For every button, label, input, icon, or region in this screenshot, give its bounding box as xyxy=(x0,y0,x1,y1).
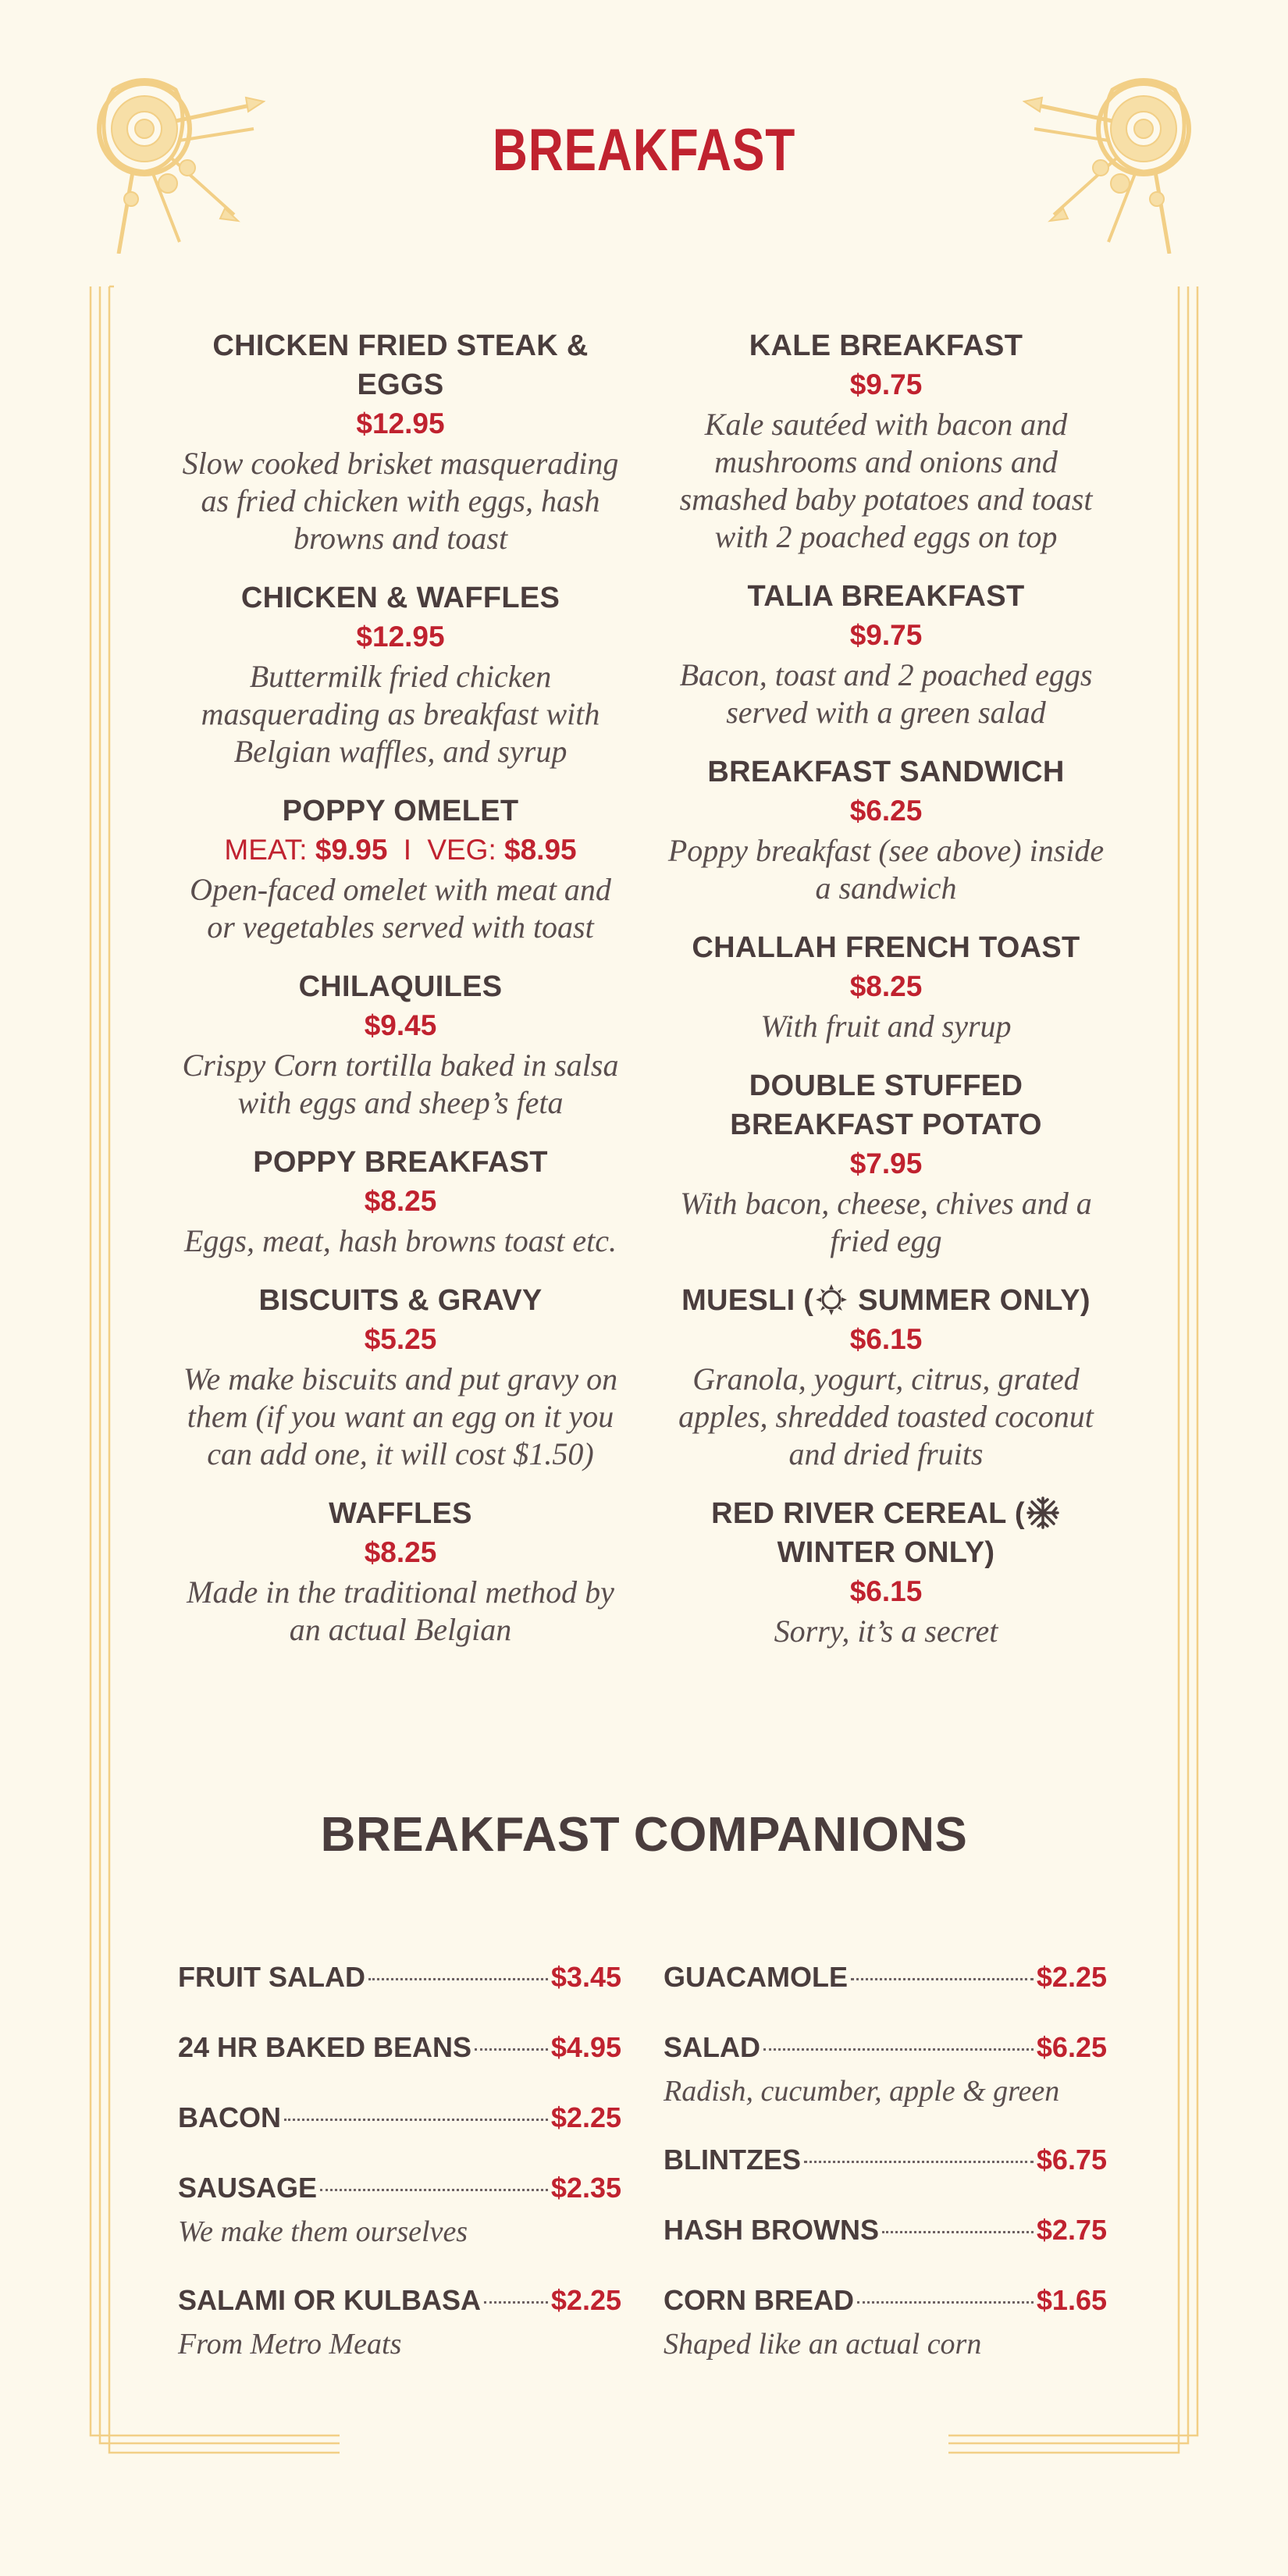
item-description: With bacon, cheese, chives and a fried egg xyxy=(680,1186,1092,1258)
menu-item xyxy=(174,578,627,770)
companion-item xyxy=(178,2281,621,2362)
companion-price: $3.45 xyxy=(550,1961,621,1993)
companion-price: $2.75 xyxy=(1036,2214,1107,2246)
menu-column-right xyxy=(660,326,1112,1671)
menu-item xyxy=(660,1494,1112,1650)
companion-price: $4.95 xyxy=(550,2031,621,2063)
price-veg: $8.95 xyxy=(504,834,577,866)
price-meat-label: MEAT: xyxy=(224,834,308,866)
companion-price: $2.35 xyxy=(550,2172,621,2204)
item-description: Made in the traditional method by an actual Belgian xyxy=(187,1574,614,1647)
item-price: $8.25 xyxy=(849,970,923,1002)
item-name: CHALLAH FRENCH TOAST xyxy=(692,931,1080,964)
companion-price: $2.25 xyxy=(1036,1961,1107,1993)
item-name: TALIA BREAKFAST xyxy=(747,580,1025,613)
item-name: CHILAQUILES xyxy=(298,970,503,1003)
item-price: $9.75 xyxy=(849,619,923,651)
item-price: $8.25 xyxy=(364,1536,437,1568)
dot-leader xyxy=(857,2301,1034,2304)
snowflake-icon xyxy=(1026,1496,1059,1529)
page-title: BREAKFAST xyxy=(492,117,796,183)
menu-item xyxy=(174,326,627,557)
item-name: DOUBLE STUFFED BREAKFAST POTATO xyxy=(730,1069,1042,1141)
companion-name: FRUIT SALAD xyxy=(178,1961,365,1993)
companion-price: $2.25 xyxy=(550,2101,621,2133)
dot-leader xyxy=(284,2119,548,2121)
companion-item xyxy=(664,2211,1107,2250)
companion-name: SALAMI OR KULBASA xyxy=(178,2284,481,2316)
companion-name: GUACAMOLE xyxy=(664,1961,848,1993)
menu-item xyxy=(174,1494,627,1649)
item-description: We make biscuits and put gravy on them (if you want an egg on it you can add one, it will cost $1.50) xyxy=(183,1361,618,1471)
menu-column-left xyxy=(174,326,627,1670)
companion-item xyxy=(664,2281,1107,2362)
item-name: POPPY BREAKFAST xyxy=(253,1146,548,1179)
companion-item xyxy=(178,2169,621,2250)
item-name: BREAKFAST SANDWICH xyxy=(707,756,1065,788)
item-name: BISCUITS & GRAVY xyxy=(258,1284,543,1317)
item-price: $9.75 xyxy=(849,368,923,400)
item-description: Crispy Corn tortilla baked in salsa with eggs and sheep’s feta xyxy=(182,1048,619,1120)
item-price: $12.95 xyxy=(356,621,445,653)
menu-item xyxy=(660,928,1112,1045)
companions-title: BREAKFAST COMPANIONS xyxy=(320,1808,968,1862)
item-description: Buttermilk fried chicken masquerading as breakfast with Belgian waffles, and syrup xyxy=(201,659,600,769)
companion-name: HASH BROWNS xyxy=(664,2214,879,2246)
item-name-suffix: SUMMER ONLY) xyxy=(849,1284,1091,1317)
price-veg-label: VEG: xyxy=(427,834,496,866)
item-description: With fruit and syrup xyxy=(760,1009,1012,1044)
item-price: $12.95 xyxy=(356,407,445,439)
item-name-prefix: MUESLI ( xyxy=(681,1284,814,1317)
menu-item xyxy=(174,967,627,1122)
item-name-suffix: WINTER ONLY) xyxy=(777,1536,995,1569)
companions-column-left xyxy=(178,1958,621,2393)
dot-leader xyxy=(763,2048,1034,2051)
item-description: Open-faced omelet with meat and or vegetables served with toast xyxy=(190,872,611,945)
companion-item xyxy=(664,2140,1107,2179)
item-description: Kale sautéed with bacon and mushrooms and onions and smashed baby potatoes and toast with 2 poached eggs on top xyxy=(679,407,1093,554)
companion-item xyxy=(178,2028,621,2067)
menu-item xyxy=(174,792,627,946)
item-description: Poppy breakfast (see above) inside a sandwich xyxy=(667,833,1105,906)
companion-item xyxy=(664,1958,1107,1997)
menu-item xyxy=(660,326,1112,556)
item-name: KALE BREAKFAST xyxy=(749,329,1023,362)
item-price: $6.25 xyxy=(849,795,923,827)
menu-item xyxy=(660,1281,1112,1473)
companion-name: SALAD xyxy=(664,2031,760,2063)
dot-leader xyxy=(368,1978,548,1980)
dot-leader xyxy=(882,2231,1034,2233)
item-name: CHICKEN & WAFFLES xyxy=(240,582,560,614)
companions-column-right xyxy=(664,1958,1107,2393)
item-price: $6.15 xyxy=(849,1323,923,1355)
companion-description: We make them ourselves xyxy=(178,2215,468,2248)
dot-leader xyxy=(320,2189,548,2191)
item-price xyxy=(174,831,627,870)
item-description: Eggs, meat, hash browns toast etc. xyxy=(183,1223,617,1258)
companion-description: From Metro Meats xyxy=(178,2328,402,2361)
item-price: $6.15 xyxy=(849,1575,923,1607)
companion-price: $2.25 xyxy=(550,2284,621,2316)
dot-leader xyxy=(804,2161,1034,2163)
item-price: $5.25 xyxy=(364,1323,437,1355)
item-description: Bacon, toast and 2 poached eggs served with a green salad xyxy=(679,657,1093,730)
item-name-prefix: RED RIVER CEREAL ( xyxy=(711,1497,1025,1530)
companion-price: $6.25 xyxy=(1036,2031,1107,2063)
companion-description: Shaped like an actual corn xyxy=(664,2328,982,2361)
sun-icon xyxy=(815,1283,848,1316)
dot-leader xyxy=(484,2301,548,2304)
companion-item xyxy=(178,2098,621,2137)
companion-name: 24 HR BAKED BEANS xyxy=(178,2031,472,2063)
item-description: Slow cooked brisket masquerading as fried chicken with eggs, hash browns and toast xyxy=(182,446,619,556)
dot-leader xyxy=(851,1978,1034,1980)
companion-price: $6.75 xyxy=(1036,2144,1107,2176)
menu-item xyxy=(660,753,1112,907)
item-name: WAFFLES xyxy=(329,1497,472,1530)
companion-description: Radish, cucumber, apple & green xyxy=(664,2075,1060,2108)
menu-item xyxy=(660,577,1112,731)
menu-item xyxy=(174,1143,627,1260)
item-name: POPPY OMELET xyxy=(282,795,519,827)
price-separator: I xyxy=(403,834,412,866)
item-description: Sorry, it’s a secret xyxy=(774,1614,998,1649)
item-name xyxy=(660,1281,1112,1320)
item-description: Granola, yogurt, citrus, grated apples, shredded toasted coconut and dried fruits xyxy=(678,1361,1094,1471)
companion-name: CORN BREAD xyxy=(664,2284,855,2316)
item-price: $7.95 xyxy=(849,1147,923,1179)
companion-item xyxy=(664,2028,1107,2109)
dot-leader xyxy=(475,2048,548,2051)
item-price: $9.45 xyxy=(364,1009,437,1041)
companion-name: SAUSAGE xyxy=(178,2172,318,2204)
companion-name: BACON xyxy=(178,2101,281,2133)
item-name: CHICKEN FRIED STEAK & EGGS xyxy=(212,329,589,401)
companion-name: BLINTZES xyxy=(664,2144,801,2176)
menu-item xyxy=(174,1281,627,1473)
menu-item xyxy=(660,1066,1112,1260)
price-meat: $9.95 xyxy=(315,834,388,866)
companion-price: $1.65 xyxy=(1036,2284,1107,2316)
item-name xyxy=(660,1494,1112,1572)
item-price: $8.25 xyxy=(364,1185,437,1217)
companion-item xyxy=(178,1958,621,1997)
